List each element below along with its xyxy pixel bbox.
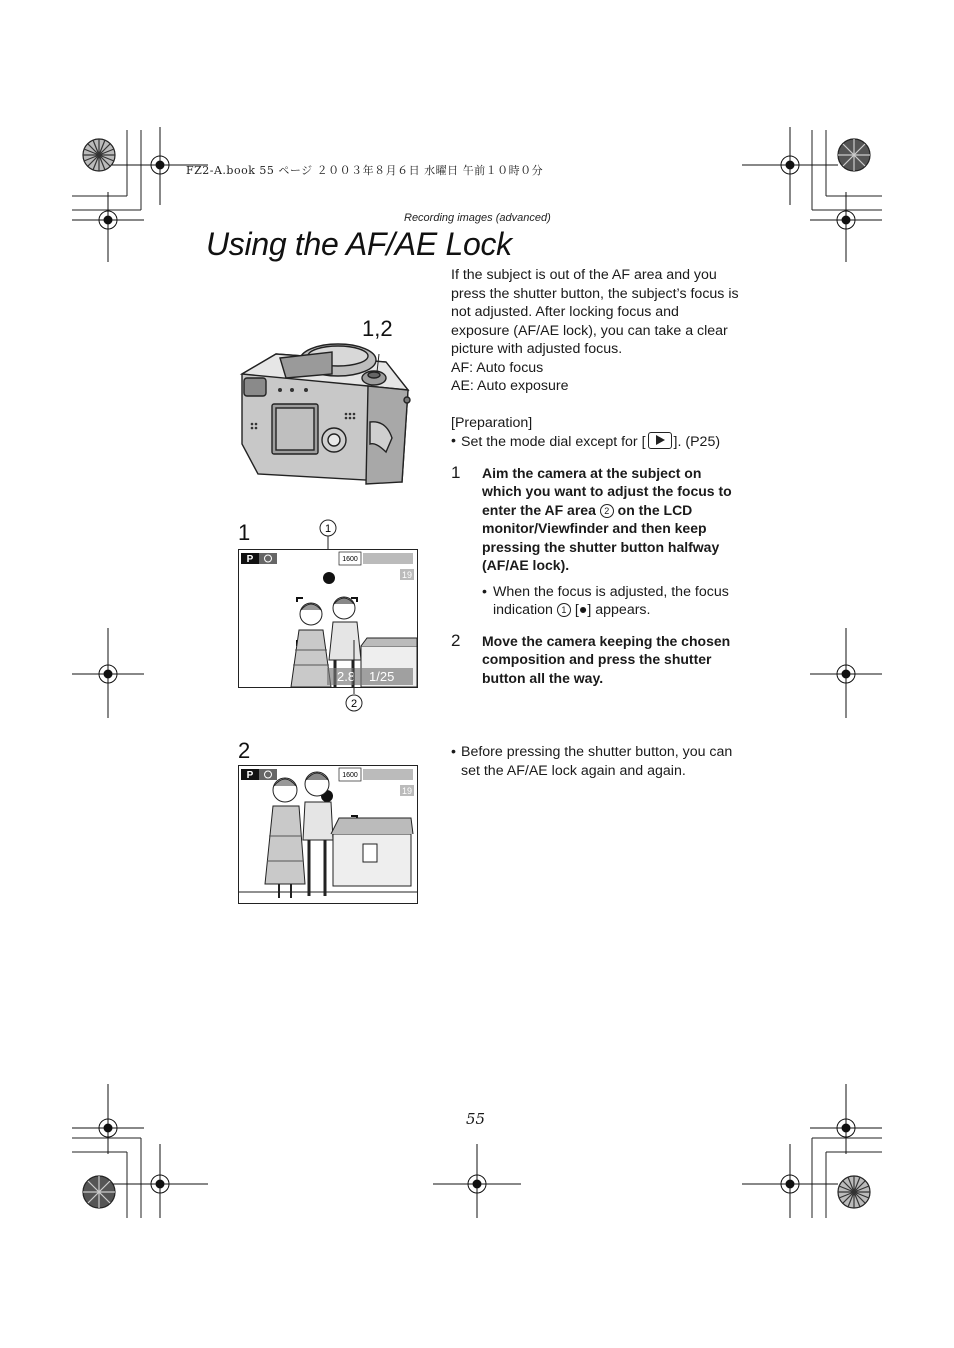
lcd2-remaining: 19	[401, 786, 413, 796]
page-number: 55	[466, 1110, 486, 1128]
lcd2-mode-text: P	[246, 770, 254, 781]
step-1-line: Aim the camera at the subject on	[482, 464, 702, 481]
lcd2-resolution: 1600	[342, 772, 358, 779]
callout-2-marker	[344, 640, 364, 714]
lcd1-mode-text: P	[246, 554, 254, 565]
step-2	[451, 632, 751, 688]
lcd-screen-1	[238, 549, 418, 688]
intro-line: picture with adjusted focus.	[451, 341, 623, 357]
callout-1-text: 1	[324, 523, 332, 535]
lcd1-aperture: 2.8	[337, 669, 356, 684]
play-icon	[648, 432, 672, 449]
camera-illustration	[236, 334, 416, 494]
section-label: Recording images (advanced)	[404, 212, 551, 224]
step-1-line: on the LCD	[617, 501, 693, 518]
step-1-line: enter the AF area	[482, 501, 596, 518]
lcd1-shutter: 1/25	[369, 669, 395, 684]
step-1-note-line: indication	[493, 602, 553, 618]
step-2-line: button all the way.	[482, 669, 604, 686]
step-1-note: • When the focus is adjusted, the focus indication 1 [●] appears.	[482, 583, 729, 618]
page-title: Using the AF/AE Lock	[206, 226, 512, 262]
lcd-figure-1-label: 1	[238, 520, 251, 545]
extra-note-line: Before pressing the shutter button, you can	[461, 744, 733, 760]
callout-2-text: 2	[350, 698, 358, 710]
step-2-line: composition and press the shutter	[482, 651, 712, 667]
step-2-number: 2	[451, 630, 461, 650]
step-1-note-line: [●] appears.	[574, 602, 651, 618]
step-1-line: (AF/AE lock).	[482, 557, 570, 573]
step-1-line: which you want to adjust the focus to	[482, 483, 732, 499]
print-header: FZ2-A.book 55 ページ ２００３年８月６日 水曜日 午前１０時０分	[186, 164, 544, 177]
extra-note: • Before pressing the shutter button, you can set the AF/AE lock again and again.	[451, 744, 733, 779]
step-1-note-line: When the focus is adjusted, the focus	[493, 583, 729, 600]
intro-line: exposure (AF/AE lock), you can take a clear	[451, 322, 728, 339]
step-1-number: 1	[451, 462, 461, 482]
callout-1-inline: 1	[557, 603, 571, 617]
camera-figure-label: 1,2	[362, 316, 393, 341]
preparation-bullet: • Set the mode dial except for [ ]. (P25)	[451, 433, 721, 450]
preparation-label: [Preparation]	[451, 414, 533, 431]
intro-line: If the subject is out of the AF area and you	[451, 267, 717, 283]
lcd-screen-2	[238, 765, 418, 904]
preparation-text-before: Set the mode dial except for [	[461, 434, 646, 450]
step-2-line: Move the camera keeping the chosen	[482, 632, 731, 649]
instruction-column	[451, 266, 751, 687]
callout-2-inline: 2	[600, 504, 614, 518]
intro-line: AE: Auto exposure	[451, 378, 569, 394]
lcd1-resolution: 1600	[342, 556, 358, 563]
intro-line: press the shutter button, the subject’s focus is	[451, 285, 739, 302]
step-1-line: monitor/Viewfinder and then keep	[482, 520, 707, 536]
extra-note-line: set the AF/AE lock again and again.	[461, 762, 686, 779]
intro-line: AF: Auto focus	[451, 359, 544, 376]
lcd-figure-2-label: 2	[238, 738, 251, 763]
step-1-line: pressing the shutter button halfway	[482, 538, 720, 555]
lcd1-remaining: 19	[401, 570, 413, 580]
preparation-text-after: ]. (P25)	[673, 434, 721, 450]
intro-line: not adjusted. After locking focus and	[451, 304, 679, 320]
step-1	[451, 464, 751, 575]
